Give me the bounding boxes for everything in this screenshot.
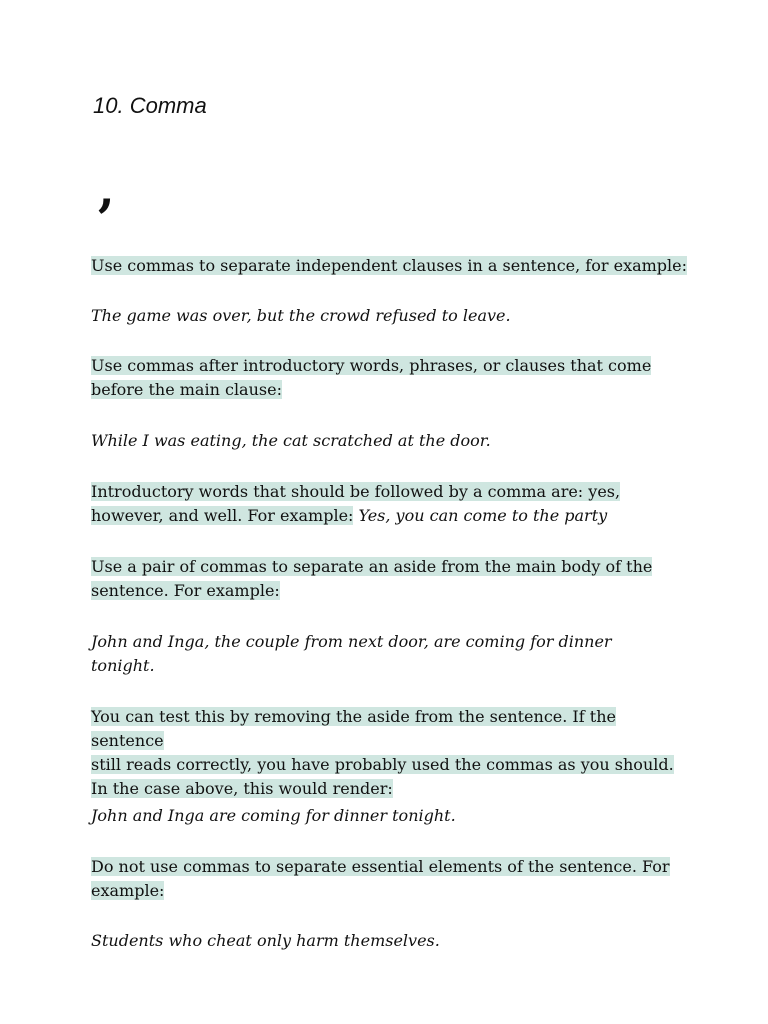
- rule-paragraph-1: [91, 254, 691, 278]
- example-5: John and Inga are coming for dinner tonight.: [91, 806, 456, 825]
- rule-paragraph-3: [91, 480, 691, 528]
- rule-paragraph-4: [91, 555, 691, 603]
- example-2: While I was eating, the cat scratched at the door.: [91, 431, 491, 450]
- rule-5-line-1: You can test this by removing the aside from the sentence. If the sentence: [91, 707, 616, 750]
- rule-4-line-1: Use a pair of commas to separate an aside from the main body of the: [91, 557, 653, 576]
- example-6: Students who cheat only harm themselves.: [91, 931, 440, 950]
- rule-2-line-2: before the main clause:: [91, 380, 282, 399]
- rule-6-line-1: Do not use commas to separate essential elements of the sentence. For: [91, 857, 670, 876]
- rule-2-line-1: Use commas after introductory words, phrases, or clauses that come: [91, 356, 652, 375]
- rule-1-text: Use commas to separate independent clauses in a sentence, for example:: [91, 256, 688, 275]
- example-4: John and Inga, the couple from next door, are coming for dinner tonight.: [91, 632, 612, 675]
- rule-paragraph-2: [91, 354, 691, 402]
- rule-paragraph-5: [91, 705, 691, 801]
- rule-paragraph-6: [91, 855, 691, 903]
- rule-5-line-3: In the case above, this would render:: [91, 779, 393, 798]
- section-heading: 10. Comma: [93, 93, 207, 118]
- rule-5-line-2: still reads correctly, you have probably used the commas as you should.: [91, 755, 674, 774]
- inline-example-3: Yes, you can come to the party: [358, 506, 608, 525]
- comma-symbol: ,: [98, 162, 115, 218]
- rule-6-line-2: example:: [91, 881, 165, 900]
- rule-3-line-2: however, and well. For example:: [91, 506, 354, 525]
- rule-3-line-1: Introductory words that should be followed by a comma are: yes,: [91, 482, 621, 501]
- rule-4-line-2: sentence. For example:: [91, 581, 280, 600]
- example-1: The game was over, but the crowd refused to leave.: [91, 306, 511, 325]
